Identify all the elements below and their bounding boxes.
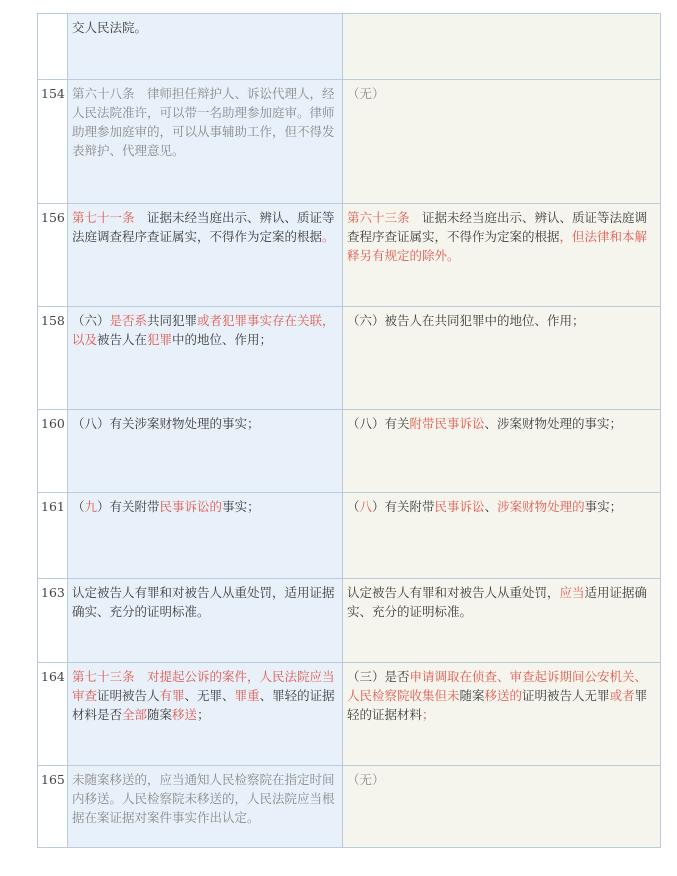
left-text-run: （六） <box>72 313 110 328</box>
row-number: 154 <box>38 80 68 204</box>
left-text-run: 认定被告人有罪和对被告人从重处罚，适用证据确实、充分的证明标准。 <box>72 585 335 619</box>
left-text-run: 第六十八条 律师担任辩护人、诉讼代理人，经人民法院准许，可以带一名助理参加庭审。律师助理参加庭审的，可以从事辅助工作，但不得发表辩护、代理意见。 <box>72 86 335 158</box>
right-text-run: 民事诉讼 <box>434 499 485 514</box>
new-provision-cell <box>68 493 343 579</box>
old-provision-cell <box>343 663 661 766</box>
row-number <box>38 14 68 80</box>
new-provision-cell <box>68 204 343 307</box>
left-text-run: 交人民法院。 <box>72 20 148 35</box>
table-row <box>38 80 661 204</box>
left-text-run: 、罪轻的证据材料是否 <box>72 688 335 722</box>
left-text-run: 九 <box>84 499 98 514</box>
right-text-run: 证明被告人无罪 <box>522 688 610 703</box>
right-text-run: （三）是否 <box>347 669 410 684</box>
left-text-run: 民事诉讼的 <box>159 499 223 514</box>
table-row <box>38 307 661 410</box>
left-text-run: 全部 <box>122 707 148 722</box>
left-text-run: （ <box>72 499 85 514</box>
comparison-table <box>37 13 661 848</box>
table-row <box>38 579 661 663</box>
left-text-run: ； <box>197 707 210 722</box>
row-number: 160 <box>38 410 68 493</box>
left-text-run: 、无罪、 <box>184 688 235 703</box>
right-text-run: 移送的 <box>484 688 523 703</box>
left-text-run: 随案 <box>147 707 173 722</box>
row-number: 164 <box>38 663 68 766</box>
right-text-run: 事实； <box>584 499 623 514</box>
right-text-run: 证据未经当庭出示、辨认、质证等法庭调查程序查证属实，不得作为定案的根据 <box>347 210 648 244</box>
right-text-run: 第六十三条 <box>347 210 410 225</box>
row-number: 163 <box>38 579 68 663</box>
left-text-run: 是否系 <box>109 313 148 328</box>
left-text-run: 或者犯罪事实存在关联，以及 <box>72 313 335 347</box>
old-provision-cell <box>343 204 661 307</box>
right-text-run: 、 <box>484 499 498 514</box>
left-text-run: 共同犯罪 <box>147 313 198 328</box>
right-text-run: 认定被告人有罪和对被告人从重处罚， <box>347 585 560 600</box>
row-number: 156 <box>38 204 68 307</box>
right-text-run: （八）有关 <box>347 416 410 431</box>
right-text-run: 罪轻的证据材料 <box>347 688 648 722</box>
right-text-run: （无） <box>347 86 385 101</box>
old-provision-cell <box>343 80 661 204</box>
left-text-run: 。 <box>322 229 335 244</box>
table-row <box>38 663 661 766</box>
left-text-run: 犯罪 <box>147 332 173 347</box>
left-text-run: （八）有关涉案财物处理的事实； <box>72 416 260 431</box>
right-text-run: ）有关附带 <box>372 499 435 514</box>
left-text-run: 罪重 <box>234 688 260 703</box>
row-number: 161 <box>38 493 68 579</box>
new-provision-cell <box>68 80 343 204</box>
right-text-run: 或者 <box>609 688 635 703</box>
left-text-run: ）有关附带 <box>97 499 160 514</box>
right-text-run: 涉案财物处理的 <box>497 499 585 514</box>
new-provision-cell <box>68 663 343 766</box>
left-text-run: 第七十三条 对提起公诉的案件，人民法院应当审查 <box>72 669 335 703</box>
old-provision-cell <box>343 579 661 663</box>
right-text-run: 申请调取在侦查、审查起诉期间公安机关、人民检察院收集但未 <box>347 669 648 703</box>
right-text-run: ，但法律和本解释另有规定的除外。 <box>347 229 648 263</box>
row-number: 158 <box>38 307 68 410</box>
right-text-run: 应当 <box>559 585 585 600</box>
right-text-run: 随案 <box>459 688 485 703</box>
new-provision-cell <box>68 14 343 80</box>
right-text-run: （ <box>347 499 360 514</box>
left-text-run: 第七十一条 <box>72 210 135 225</box>
left-text-run: 未随案移送的，应当通知人民检察院在指定时间内移送。人民检察院未移送的，人民法院应当根据在案证据对案件事实作出认定。 <box>72 772 335 825</box>
left-text-run: 证据未经当庭出示、辨认、质证等法庭调查程序查证属实，不得作为定案的根据 <box>72 210 335 244</box>
old-provision-cell <box>343 307 661 410</box>
old-provision-cell <box>343 410 661 493</box>
table-row <box>38 766 661 848</box>
new-provision-cell <box>68 579 343 663</box>
right-text-run: （六）被告人在共同犯罪中的地位、作用； <box>347 313 585 328</box>
old-provision-cell <box>343 493 661 579</box>
table-row <box>38 14 661 80</box>
new-provision-cell <box>68 307 343 410</box>
right-text-run: ； <box>422 707 435 722</box>
left-text-run: 移送 <box>172 707 198 722</box>
left-text-run: 中的地位、作用； <box>172 332 273 347</box>
right-text-run: 、涉案财物处理的事实； <box>484 416 623 431</box>
old-provision-cell <box>343 766 661 848</box>
table-row <box>38 204 661 307</box>
left-text-run: 事实； <box>222 499 260 514</box>
right-text-run: 附带民事诉讼 <box>409 416 485 431</box>
old-provision-cell <box>343 14 661 80</box>
left-text-run: 被告人在 <box>97 332 148 347</box>
row-number: 165 <box>38 766 68 848</box>
right-text-run: 适用证据确实、充分的证明标准。 <box>347 585 648 619</box>
new-provision-cell <box>68 766 343 848</box>
table-body <box>38 14 661 848</box>
table-row <box>38 493 661 579</box>
left-text-run: 有罪 <box>159 688 185 703</box>
right-text-run: 八 <box>359 499 373 514</box>
left-text-run: 证明被告人 <box>97 688 160 703</box>
right-text-run: （无） <box>347 772 385 787</box>
table-row <box>38 410 661 493</box>
new-provision-cell <box>68 410 343 493</box>
